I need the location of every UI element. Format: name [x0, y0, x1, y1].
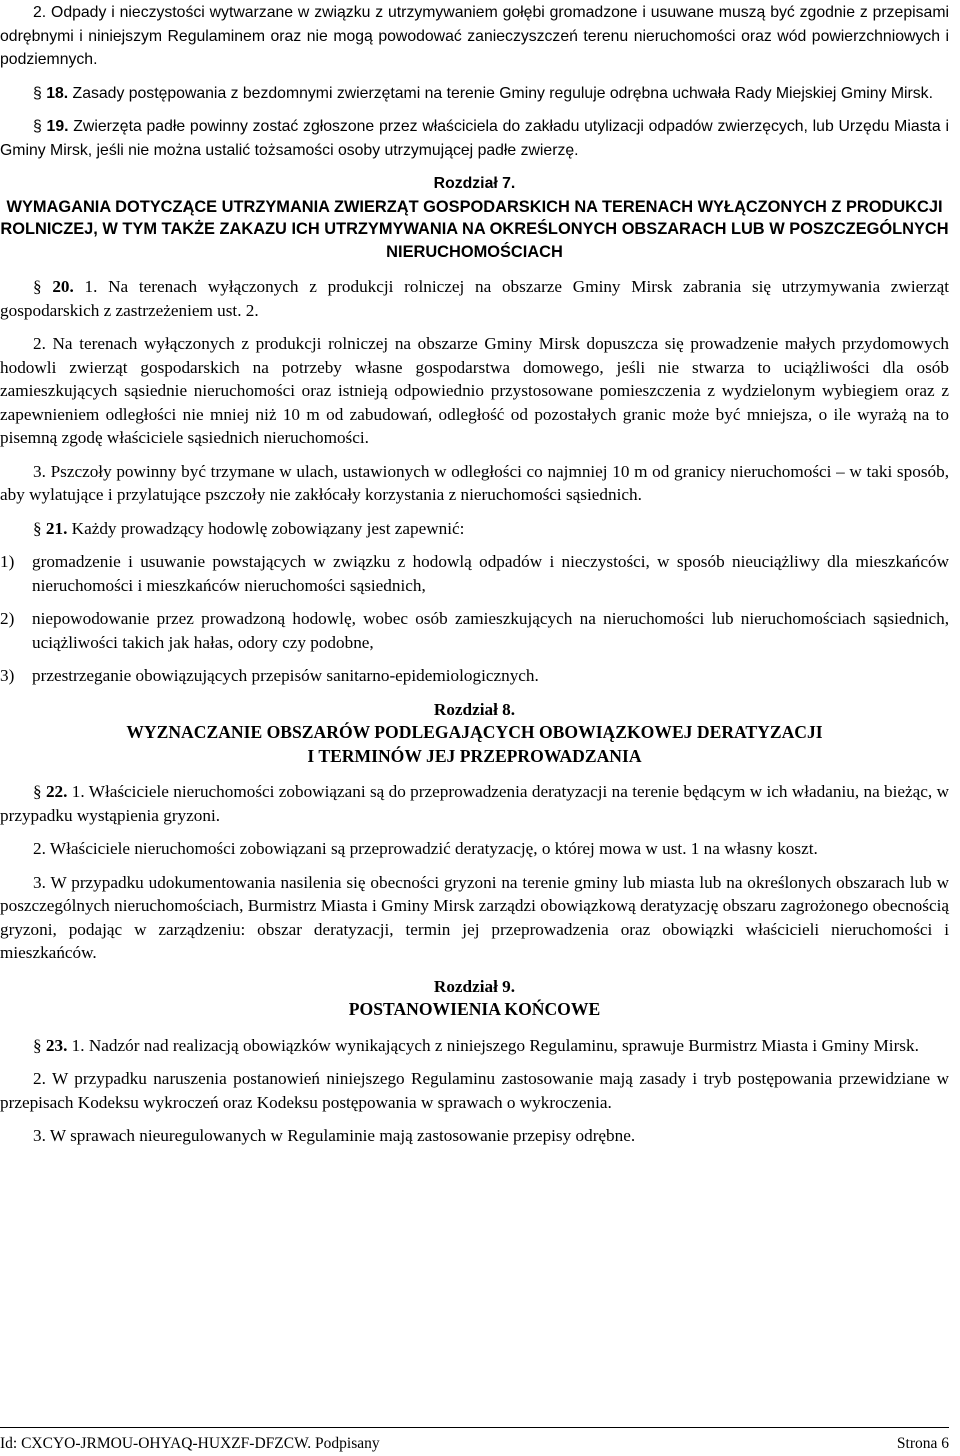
list-item [0, 607, 949, 654]
paragraph-text: 1. Na terenach wyłączonych z produkcji rolniczej na obszarze Gminy Mirsk zabrania się utrzymywania zwierząt gospodarskich z zastrzeżeniem ust. 2. [0, 277, 950, 320]
paragraph-22-point-3: 3. W przypadku udokumentowania nasilenia się obecności gryzoni na terenie gminy lub miasta lub na określonych obszarach lub w poszczególnych nieruchomościach, Burmistrz Miasta i Gminy Mirsk zarządzi obowiązkową deratyzację obszaru zagrożonego obecnością gryzoni, podając w zarządzeniu: obszar deratyzacji, termin jej przeprowadzenia oraz obowiązki właścicieli nieruchomości i mieszkańców. [0, 872, 949, 962]
paragraph-23-point-1 [0, 1034, 949, 1058]
list-item [0, 550, 949, 597]
list-item-number: 3) [0, 666, 15, 685]
paragraph-text: Każdy prowadzący hodowlę zobowiązany jest zapewnić: [67, 518, 465, 538]
paragraph-number: 23. [45, 1035, 68, 1055]
section-sign: § [33, 84, 47, 102]
paragraph-number: 21. [45, 518, 68, 538]
section-sign: § [33, 118, 47, 135]
paragraph-number: 19. [46, 118, 69, 135]
list-item-text: niepowodowanie przez prowadzoną hodowlę, wobec osób zamieszkujących na nieruchomości lub nieruchomościach sąsiednich, uciążliwości takich jak hałas, odory czy podobne, [32, 609, 949, 652]
paragraph-number: 18. [46, 84, 69, 102]
paragraph-18 [0, 82, 949, 106]
paragraph-22-point-2: 2. Właściciele nieruchomości zobowiązani są przeprowadzić deratyzację, o której mowa w ust. 1 na własny koszt. [33, 839, 818, 858]
chapter-9-number: Rozdział 9. [433, 976, 516, 996]
document-id: Id: CXCYO-JRMOU-OHYAQ-HUXZF-DFZCW. Podpisany [0, 1435, 380, 1452]
paragraph-number: 20. [52, 277, 74, 296]
paragraph-19 [0, 115, 949, 162]
paragraph-number: 22. [45, 782, 68, 801]
paragraph-21-list [0, 550, 949, 688]
paragraph-21 [0, 517, 949, 541]
list-item [0, 664, 949, 688]
paragraph-text: 1. Nadzór nad realizacją obowiązków wynikających z niniejszego Regulaminu, sprawuje Burmistrz Miasta i Gminy Mirsk. [67, 1035, 919, 1055]
section-sign: § [33, 277, 53, 296]
paragraph-text: Zasady postępowania z bezdomnymi zwierzętami na terenie Gminy reguluje odrębna uchwała Rady Miejskiej Gminy Mirsk. [68, 84, 933, 102]
paragraph-20-point-3: 3. Pszczoły powinny być trzymane w ulach, ustawionych w odległości co najmniej 10 m od granicy nieruchomości – w taki sposób, aby wylatujące i przylatujące pszczoły nie zakłócały korzystania z nieruchomości sąsiednich. [0, 461, 949, 504]
list-item-number: 2) [0, 609, 15, 628]
page-footer [0, 1427, 949, 1454]
section-sign: § [33, 782, 46, 801]
list-item-text: gromadzenie i usuwanie powstających w związku z hodowlą odpadów i nieczystości, w sposób nieuciążliwy dla mieszkańców nieruchomości i mieszkańców nieruchomości sąsiednich, [32, 552, 949, 595]
list-item-text: przestrzeganie obowiązujących przepisów sanitarno-epidemiologicznych. [32, 666, 539, 685]
paragraph-17-point-2: 2. Odpady i nieczystości wytwarzane w związku z utrzymywaniem gołębi gromadzone i usuwane muszą być zgodnie z przepisami odrębnymi i niniejszym Regulaminem oraz nie mogą powodować zanieczyszczeń terenu nieruchomości oraz wód powierzchniowych i podziemnych. [0, 4, 949, 68]
paragraph-20-point-1 [0, 275, 949, 322]
page-number: Strona 6 [896, 1435, 949, 1452]
chapter-8-number: Rozdział 8. [433, 699, 516, 719]
chapter-8-title-line-2: I TERMINÓW JEJ PRZEPROWADZANIA [307, 745, 642, 766]
chapter-7-number: Rozdział 7. [433, 175, 516, 192]
section-sign: § [33, 1035, 46, 1055]
list-item-number: 1) [0, 552, 15, 571]
paragraph-23-point-3: 3. W sprawach nieuregulowanych w Regulaminie mają zastosowanie przepisy odrębne. [33, 1126, 636, 1145]
paragraph-20-point-2: 2. Na terenach wyłączonych z produkcji rolniczej na obszarze Gminy Mirsk dopuszcza się prowadzenie małych przydomowych hodowli zwierząt gospodarskich na potrzeby własne gospodarstwa domowego, jeśli nie stwarza to uciążliwości dla osób zamieszkujących sąsiednie nieruchomości oraz istnieją odpowiednio przystosowane pomieszczenia z wydzielonym wybiegiem oraz z zapewnieniem odległości nie mniej niż 10 m od zabudowań, odległość od pozostałych granic może być mniejsza, o ile wyrażą na to pisemną zgodę właściciele sąsiednich nieruchomości. [0, 334, 949, 447]
paragraph-text: 1. Właściciele nieruchomości zobowiązani są do przeprowadzenia deratyzacji na terenie będącym w ich władaniu, na bieżąc, w przypadku wystąpienia gryzoni. [0, 782, 949, 825]
chapter-7-title: WYMAGANIA DOTYCZĄCE UTRZYMANIA ZWIERZĄT GOSPODARSKICH NA TERENACH WYŁĄCZONYCH Z PRODUKCJI ROLNICZEJ, W TYM TAKŻE ZAKAZU ICH UTRZYMYWANIA NA OKREŚLONYCH OBSZARACH LUB W POSZCZEGÓLNYCH NIERUCHOMOŚCIACH [0, 197, 949, 261]
chapter-9-title: POSTANOWIENIA KOŃCOWE [348, 999, 601, 1019]
paragraph-22-point-1 [0, 780, 949, 827]
chapter-8-title-line-1: WYZNACZANIE OBSZARÓW PODLEGAJĄCYCH OBOWIĄZKOWEJ DERATYZACJI [126, 722, 823, 742]
paragraph-23-point-2: 2. W przypadku naruszenia postanowień niniejszego Regulaminu zastosowanie mają zasady i tryb postępowania przewidziane w przepisach Kodeksu wykroczeń oraz Kodeksu postępowania w sprawach o wykroczenia. [0, 1069, 949, 1112]
section-sign: § [33, 518, 46, 538]
paragraph-text: Zwierzęta padłe powinny zostać zgłoszone przez właściciela do zakładu utylizacji odpadów zwierzęcych, lub Urzędu Miasta i Gminy Mirsk, jeśli nie można ustalić tożsamości osoby utrzymującej padłe zwierzę. [0, 118, 949, 159]
